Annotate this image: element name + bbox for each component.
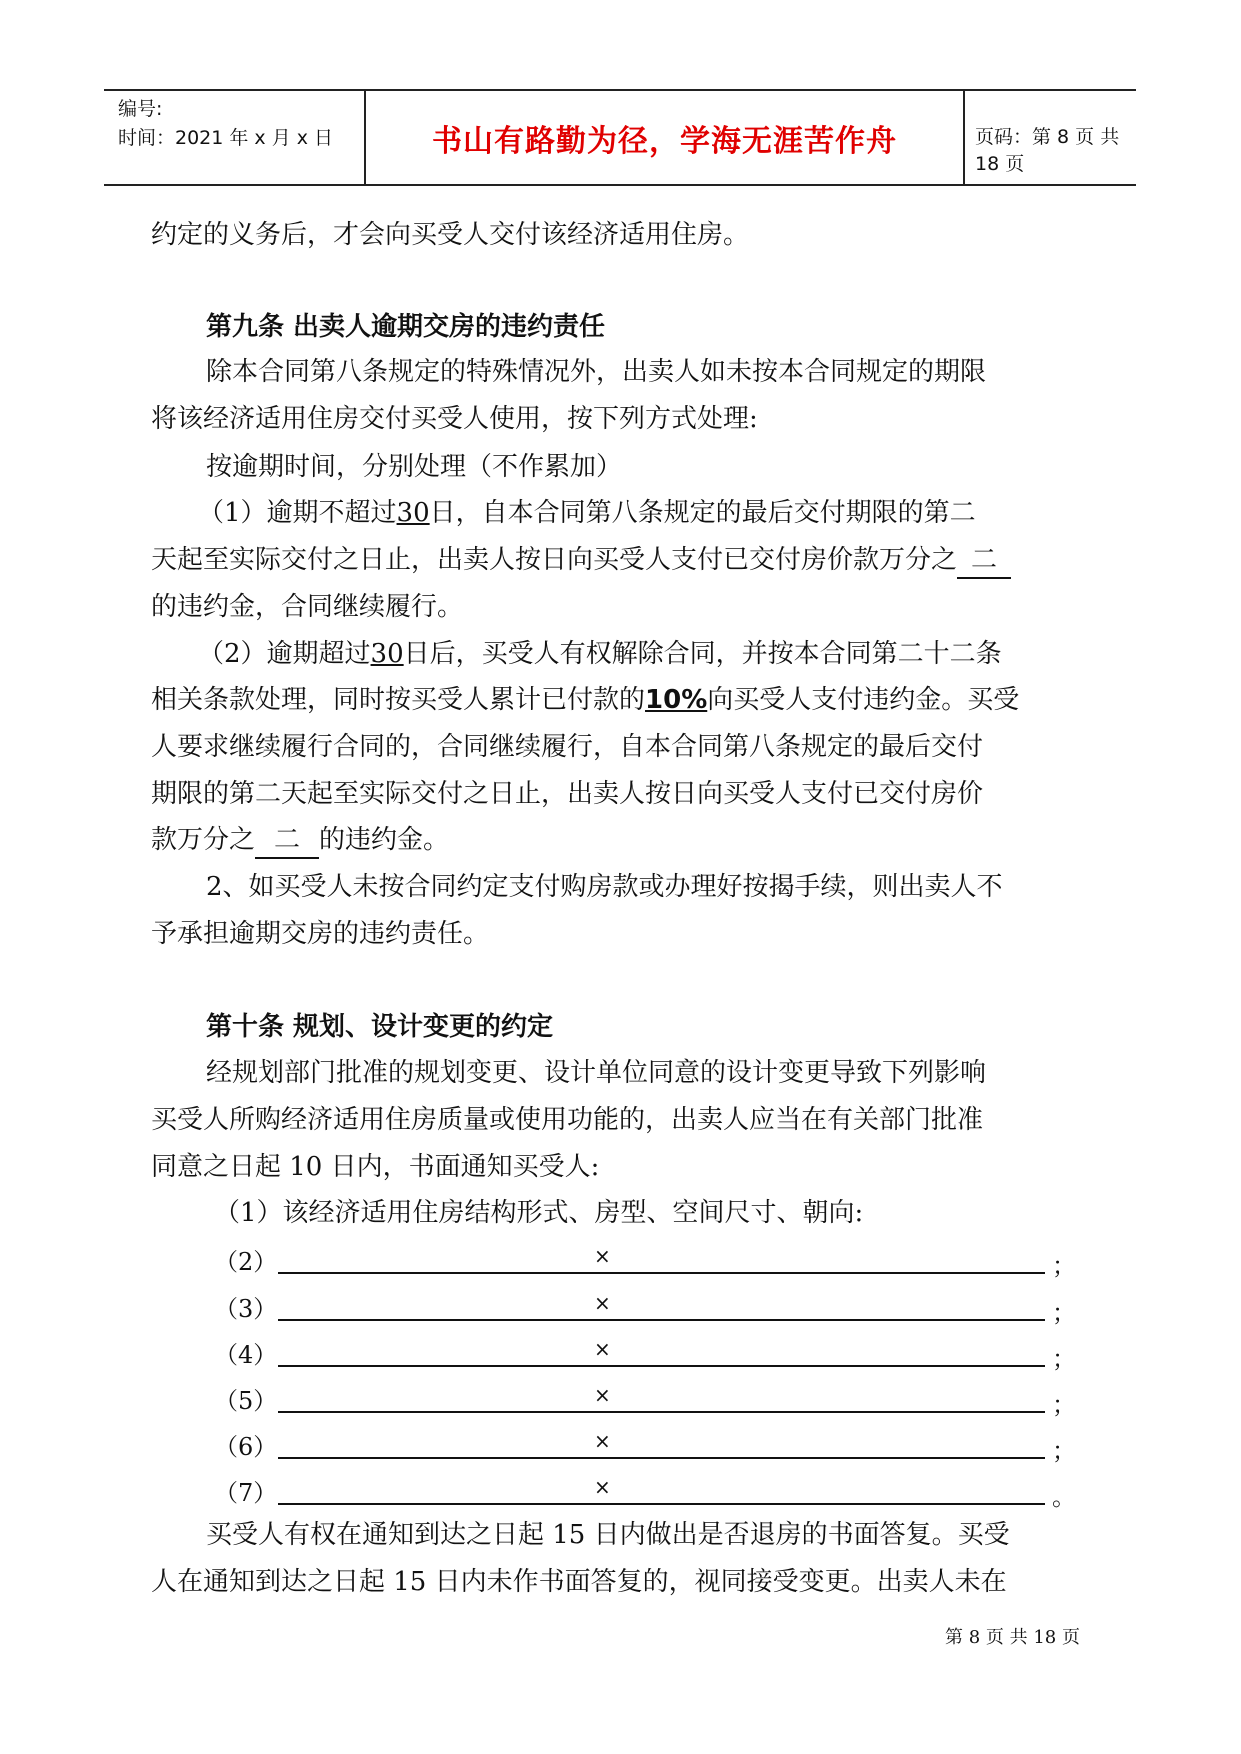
paragraph-line: 按逾期时间，分别处理（不作累加） [206,452,623,482]
clause-item-1-cont [151,543,1011,579]
document-number-label: 编号: [118,98,163,120]
item-number: （3） [214,1295,278,1323]
overdue-days-value: 30 [370,639,404,669]
paragraph-line: 的违约金，合同继续履行。 [151,592,464,622]
line-end-punct: ； [1052,1345,1076,1373]
paragraph-line: 人要求继续履行合同的，合同继续履行，自本合同第八条规定的最后交付 [151,732,984,762]
clause-text: （1）逾期不超过 [198,498,397,528]
clause-text: 日，自本合同第八条规定的最后交付期限的第二 [429,498,976,528]
penalty-rate-value: 二 [957,543,1011,579]
cross-mark: × [594,1429,611,1453]
line-end-punct: ； [1052,1299,1076,1327]
item-number: （7） [214,1479,278,1507]
clause-text: 天起至实际交付之日止，出卖人按日向买受人支付已交付房价款万分之 [151,545,958,575]
paragraph-line: 买受人有权在通知到达之日起 15 日内做出是否退房的书面答复。买受 [206,1520,1010,1550]
clause-item-2-cont [151,683,1019,717]
header-meta [118,95,358,153]
item-number: （5） [214,1387,278,1415]
paragraph-line: 人在通知到达之日起 15 日内未作书面答复的，视同接受变更。出卖人未在 [151,1567,1007,1597]
clause-text: 向买受人支付违约金。买受 [707,685,1020,715]
paragraph-line: （1）该经济适用住房结构形式、房型、空间尺寸、朝向: [214,1198,864,1228]
item-number: （6） [214,1433,278,1461]
cross-mark: × [594,1383,611,1407]
cross-mark: × [594,1291,611,1315]
penalty-rate-value: 二 [255,823,319,859]
blank-line [278,1457,1045,1459]
paragraph-line: 同意之日起 10 日内，书面通知买受人: [151,1152,600,1182]
line-end-punct: ； [1052,1252,1076,1280]
document-time: 时间：2021 年 x 月 x 日 [118,127,334,149]
header-page-info: 页码：第 8 页 共 18 页 [975,126,1120,175]
clause-text: 款万分之 [151,825,256,855]
paragraph-line: 予承担逾期交房的违约责任。 [151,919,490,949]
blank-line [278,1411,1045,1413]
paragraph-line: 2、如买受人未按合同约定支付购房款或办理好按揭手续，则出卖人不 [206,872,1003,902]
line-end-punct: ； [1052,1437,1076,1465]
article-9-title: 第九条 出卖人逾期交房的违约责任 [206,312,606,342]
clause-text: （2）逾期超过 [198,639,371,669]
paragraph-line: 约定的义务后，才会向买受人交付该经济适用住房。 [151,220,750,250]
clause-text: 相关条款处理，同时按买受人累计已付款的 [151,685,646,715]
paragraph-line: 经规划部门批准的规划变更、设计单位同意的设计变更导致下列影响 [206,1058,987,1088]
clause-item-1 [198,496,976,530]
paragraph-line: 期限的第二天起至实际交付之日止，出卖人按日向买受人支付已交付房价 [151,779,984,809]
page-footer: 第 8 页 共 18 页 [945,1627,1080,1648]
cross-mark: × [594,1337,611,1361]
header-divider [364,91,366,184]
clause-text: 日后，买受人有权解除合同，并按本合同第二十二条 [403,639,1002,669]
cross-mark: × [594,1244,611,1268]
penalty-percent-value: 10% [645,685,708,715]
overdue-days-value: 30 [396,498,430,528]
paragraph-line: 将该经济适用住房交付买受人使用，按下列方式处理: [151,404,758,434]
item-number: （4） [214,1341,278,1369]
line-end-punct: 。 [1052,1483,1076,1511]
paragraph-line: 买受人所购经济适用住房质量或使用功能的，出卖人应当在有关部门批准 [151,1105,984,1135]
blank-line [278,1272,1045,1274]
header-motto: 书山有路勤为径，学海无涯苦作舟 [432,123,897,159]
paragraph-line: 除本合同第八条规定的特殊情况外，出卖人如未按本合同规定的期限 [206,357,987,387]
item-number: （2） [214,1248,278,1276]
clause-text: 的违约金。 [319,825,450,855]
cross-mark: × [594,1475,611,1499]
header-divider [963,91,965,184]
blank-line [278,1503,1045,1505]
clause-item-2 [198,637,1002,671]
article-10-title: 第十条 规划、设计变更的约定 [206,1012,554,1042]
clause-item-2-end [151,823,449,859]
line-end-punct: ； [1052,1391,1076,1419]
blank-line [278,1365,1045,1367]
page-header [104,89,1136,186]
blank-line [278,1319,1045,1321]
